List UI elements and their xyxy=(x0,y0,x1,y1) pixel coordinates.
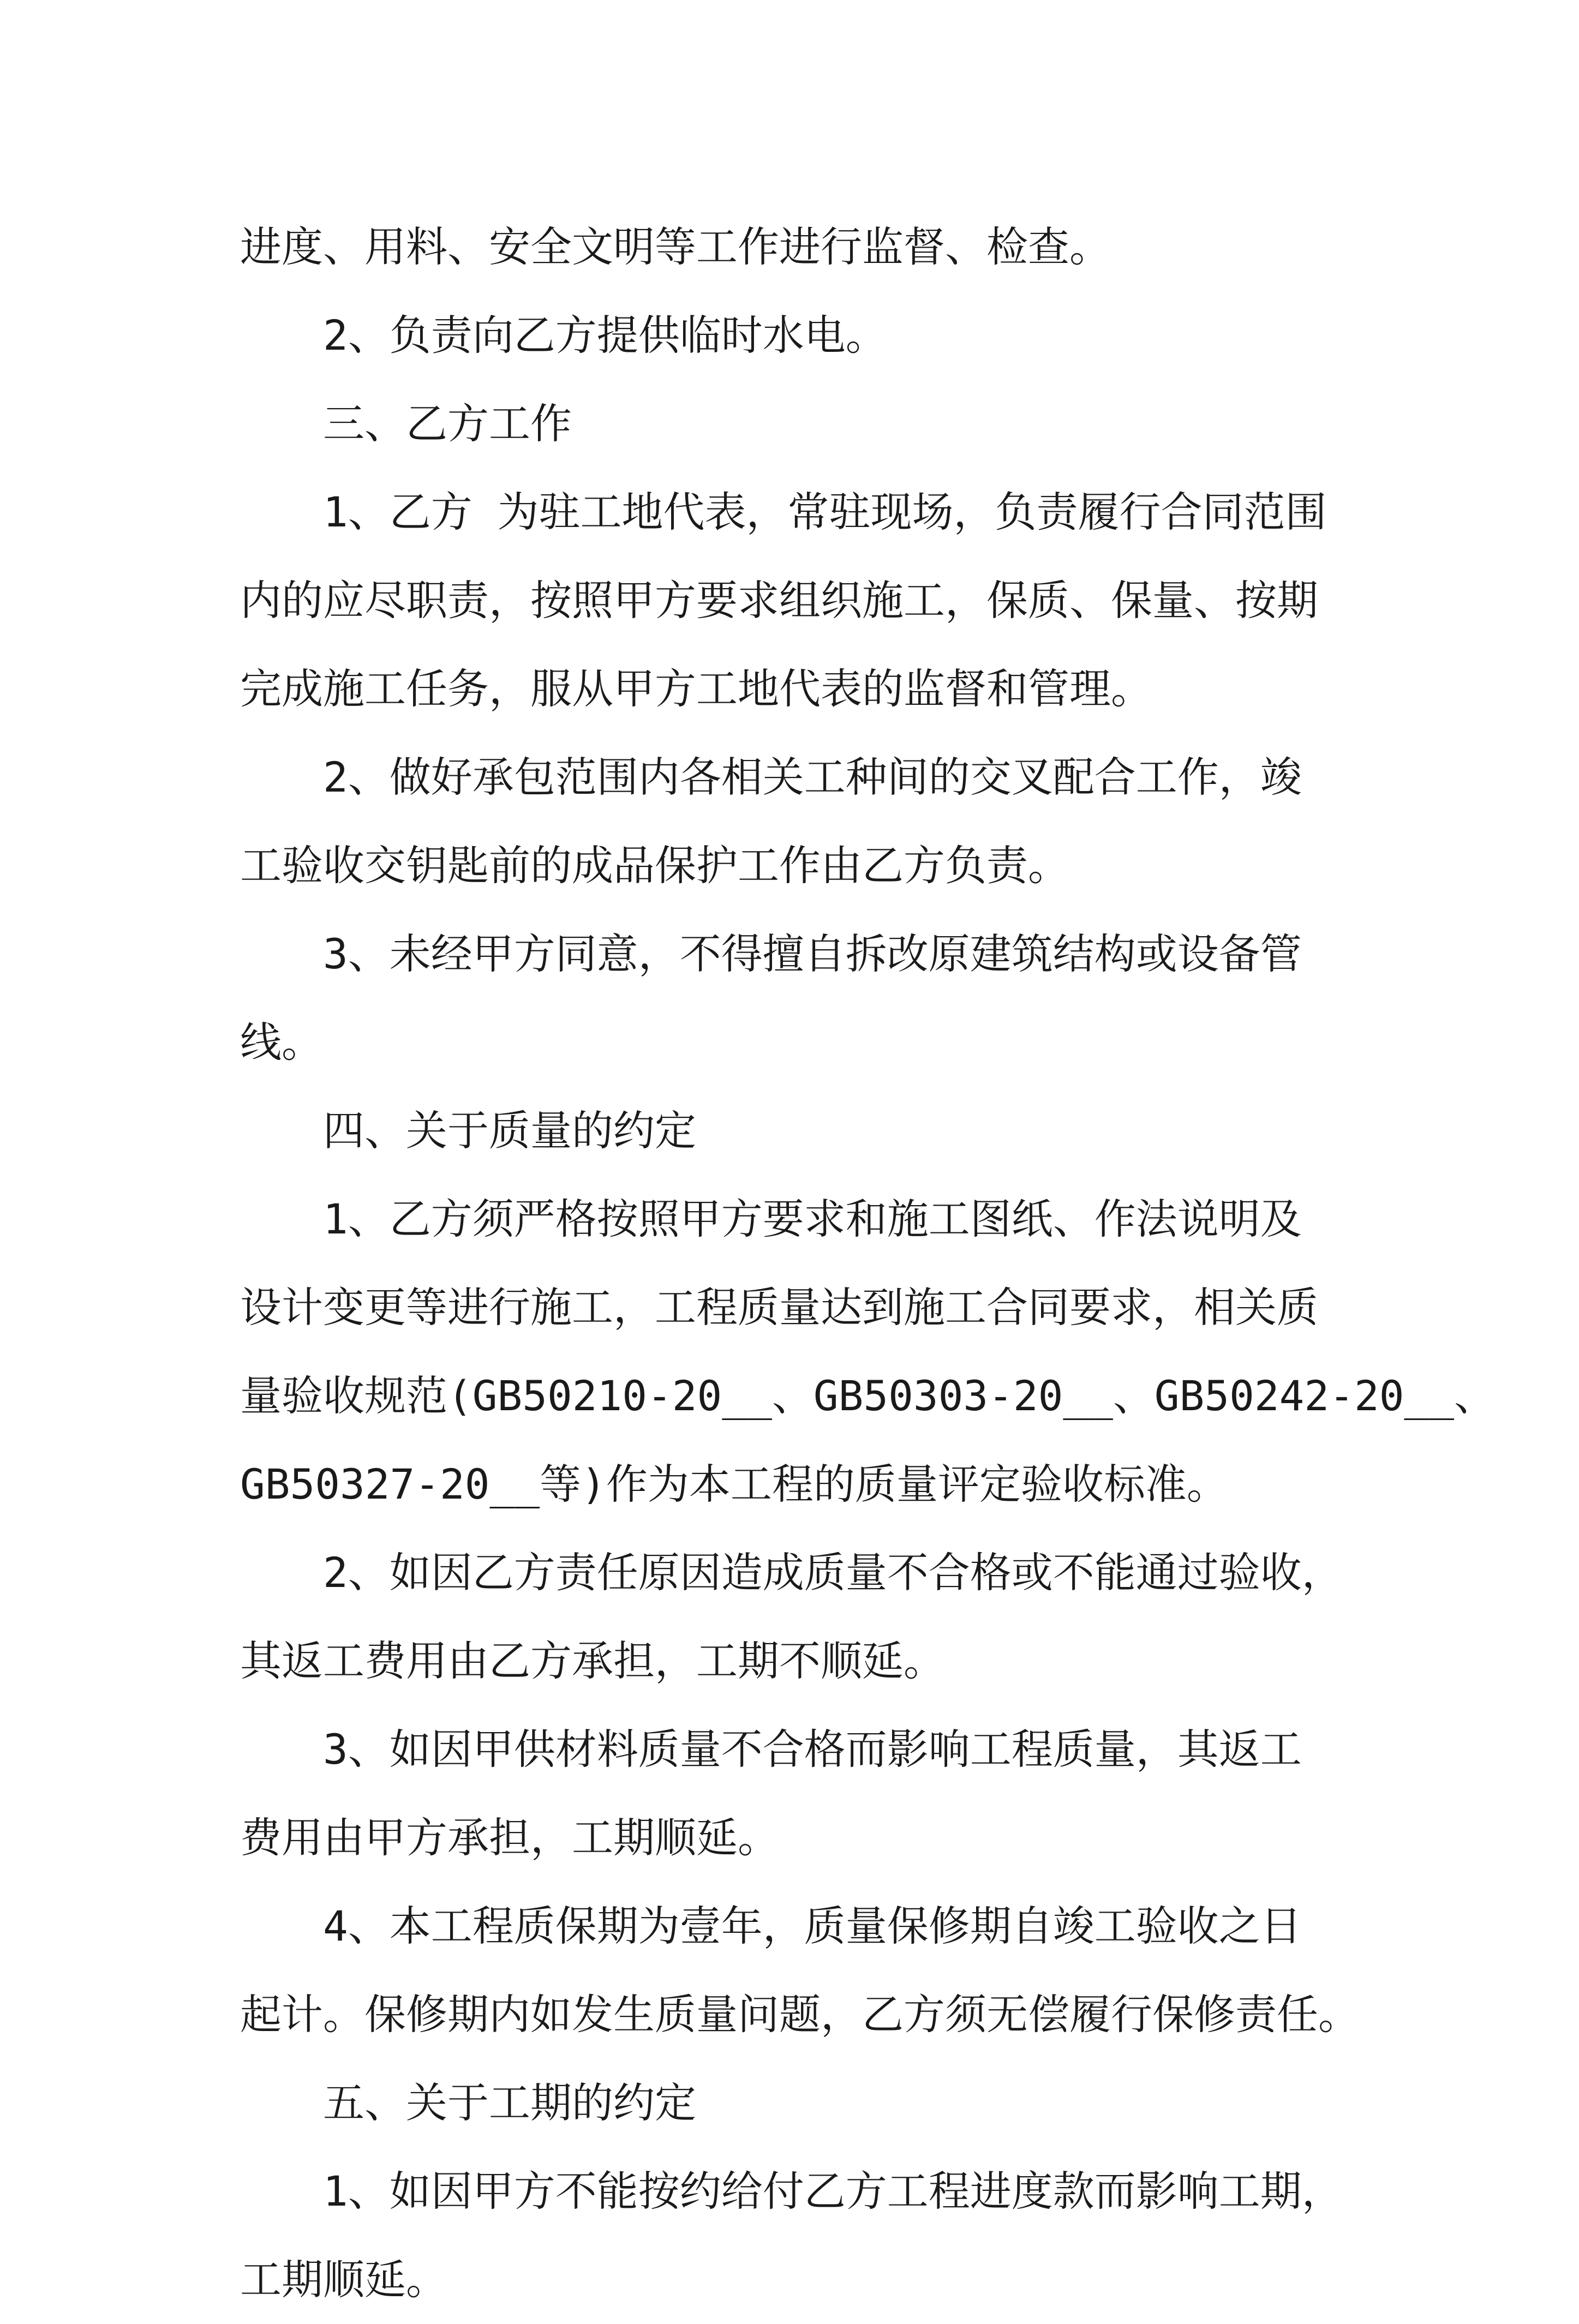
text-line: 2、如因乙方责任原因造成质量不合格或不能通过验收， xyxy=(323,1548,1343,1597)
text-line: 进度、用料、安全文明等工作进行监督、检查。 xyxy=(240,223,1111,271)
text-line: 完成施工任务，服从甲方工地代表的监督和管理。 xyxy=(240,664,1152,713)
document-body xyxy=(240,203,1496,2324)
text-line: 量验收规范(GB50210-20__、GB50303-20__、GB50242-20__、 xyxy=(240,1371,1496,1420)
text-line: GB50327-20__等)作为本工程的质量评定验收标准。 xyxy=(240,1460,1228,1508)
text-line: 1、乙方须严格按照甲方要求和施工图纸、作法说明及 xyxy=(323,1195,1302,1243)
section-heading: 三、乙方工作 xyxy=(323,399,572,448)
text-line: 2、做好承包范围内各相关工种间的交叉配合工作，竣 xyxy=(323,753,1302,801)
section-heading: 四、关于质量的约定 xyxy=(323,1106,696,1155)
text-line: 内的应尽职责，按照甲方要求组织施工，保质、保量、按期 xyxy=(240,576,1318,625)
text-line: 线。 xyxy=(240,1018,323,1067)
text-line: 3、未经甲方同意，不得擅自拆改原建筑结构或设备管 xyxy=(323,930,1302,978)
text-line: 2、负责向乙方提供临时水电。 xyxy=(323,311,887,360)
text-line: 工验收交钥匙前的成品保护工作由乙方负责。 xyxy=(240,841,1069,890)
text-line: 其返工费用由乙方承担，工期不顺延。 xyxy=(240,1637,945,1685)
text-line: 设计变更等进行施工，工程质量达到施工合同要求，相关质 xyxy=(240,1283,1318,1332)
text-line: 4、本工程质保期为壹年，质量保修期自竣工验收之日 xyxy=(323,1902,1302,1950)
text-line: 起计。保修期内如发生质量问题，乙方须无偿履行保修责任。 xyxy=(240,1990,1360,2039)
text-line: 3、如因甲供材料质量不合格而影响工程质量，其返工 xyxy=(323,1725,1302,1774)
text-line: 1、如因甲方不能按约给付乙方工程进度款而影响工期， xyxy=(323,2167,1343,2215)
text-line: 1、乙方 为驻工地代表，常驻现场，负责履行合同范围 xyxy=(323,488,1327,536)
text-line: 工期顺延。 xyxy=(240,2255,447,2304)
text-line: 费用由甲方承担，工期顺延。 xyxy=(240,1813,779,1862)
section-heading: 五、关于工期的约定 xyxy=(323,2079,696,2127)
